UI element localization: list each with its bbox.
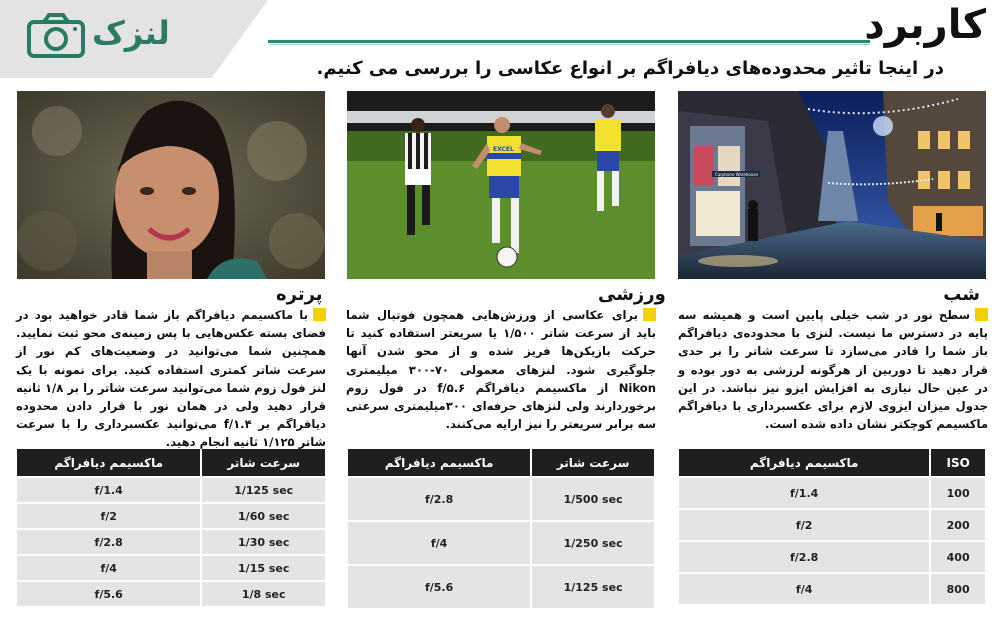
table-cell: f/4 <box>679 574 929 604</box>
table-row <box>348 478 654 520</box>
table-cell: f/2.8 <box>17 530 200 554</box>
portrait-title: پرتره <box>276 284 323 305</box>
night-paragraph: سطح نور در شب خیلی پایین است و همیشه سه پایه در دسترس ما نیست. لنزی با محدوده‌ی دیافراگم باز شما را قادر می‌سازد تا سرعت شاتر را بر حدی قرار دهید تا دوربین از هرگونه لرزشی به دور بوده و در عین حال نیازی به افزایش ایزو نیز نباشد. در این جدول میزان ایزوی لازم برای عکسبرداری با دیافراگم ماکسیمم کوچکتر نشان داده شده است. <box>678 308 988 432</box>
table-row <box>679 542 985 572</box>
table-row <box>679 574 985 604</box>
sports-text <box>346 306 656 433</box>
table-cell: 1/60 sec <box>202 504 325 528</box>
page-title: کاربرد <box>864 2 986 48</box>
table-header-aperture: ماکسیمم دیافراگم <box>348 449 530 476</box>
table-header-shutter: سرعت شاتر <box>532 449 654 476</box>
table-header-shutter: سرعت شاتر <box>202 449 325 476</box>
portrait-paragraph: با ماکسیمم دیافراگم باز شما قادر خواهید بود در فضای بسته عکس‌هایی با پس زمینه‌ی محو ثبت نمایید. همچنین شما می‌توانید در وضعیت‌های کم نور از سرعت شاتر کمتری استفاده کنید. برای نمونه با یک لنز فول زوم شما می‌توانید سرعت شاتر را بر ۱/۸ ثانیه قرار دهید ولی در همان نور با قرار دادن محدوده دیافراگم بر f/۱.۴ می‌توانید عکسبرداری را با سرعت شاتر ۱/۱۲۵ ثانیه انجام دهید. <box>16 308 327 450</box>
table-row <box>17 530 325 554</box>
brand-logo-text: لنزک <box>92 14 170 52</box>
table-cell: 1/8 sec <box>202 582 325 606</box>
header-rule <box>268 40 870 43</box>
table-header-aperture: ماکسیمم دیافراگم <box>679 449 929 476</box>
camera-icon <box>26 12 86 60</box>
table-cell: 800 <box>931 574 985 604</box>
table-cell: f/5.6 <box>348 566 530 608</box>
table-cell: 1/125 sec <box>532 566 654 608</box>
portrait-text <box>16 306 326 452</box>
intro-text: در اینجا تاثیر محدوده‌های دیافراگم بر انواع عکاسی را بررسی می کنیم. <box>316 58 944 79</box>
table-cell: 1/30 sec <box>202 530 325 554</box>
bullet-marker <box>313 308 326 321</box>
table-cell: f/2.8 <box>348 478 530 520</box>
table-row <box>17 478 325 502</box>
table-cell: 200 <box>931 510 985 540</box>
table-header-iso: ISO <box>931 449 985 476</box>
table-header-aperture: ماکسیمم دیافراگم <box>17 449 200 476</box>
night-street-photo <box>678 91 986 279</box>
table-row <box>17 504 325 528</box>
table-cell: 400 <box>931 542 985 572</box>
table-cell: f/5.6 <box>17 582 200 606</box>
carphone-sign: Carphone Warehouse <box>715 172 758 177</box>
night-title: شب <box>943 284 980 305</box>
table-cell: f/2 <box>679 510 929 540</box>
table-row <box>348 566 654 608</box>
sports-table <box>346 447 656 610</box>
header-rule-thin <box>270 44 870 45</box>
table-cell: 1/125 sec <box>202 478 325 502</box>
table-row <box>348 522 654 564</box>
bullet-marker <box>975 308 988 321</box>
table-cell: 100 <box>931 478 985 508</box>
table-row <box>679 478 985 508</box>
night-text <box>678 306 988 433</box>
table-row <box>17 582 325 606</box>
sports-title: ورزشی <box>598 284 666 305</box>
table-row <box>17 556 325 580</box>
portrait-table <box>15 447 327 608</box>
table-cell: f/2 <box>17 504 200 528</box>
table-cell: f/1.4 <box>17 478 200 502</box>
sports-paragraph: برای عکاسی از ورزش‌هایی همچون فوتبال شما باید از سرعت شاتر ۱/۵۰۰ یا سریعتر استفاده کنید تا حرکت بازیکن‌ها فریز شده و از محو شدن آنها جلوگیری شود. لنزهای معمولی ۷۰-۳۰۰ میلیمتری Nikon از ماکسیمم دیافراگم f/۵.۶ در فول زوم برخوردارند ولی لنزهای حرفه‌ای ۳۰۰میلیمتری سرعتی سه برابر سریعتر را نیز ارایه می‌کنند. <box>346 308 656 432</box>
night-table <box>677 447 987 606</box>
jersey-text: EXCEL <box>493 146 514 153</box>
table-cell: f/4 <box>348 522 530 564</box>
table-cell: f/4 <box>17 556 200 580</box>
bullet-marker <box>643 308 656 321</box>
table-cell: 1/250 sec <box>532 522 654 564</box>
football-photo <box>347 91 655 279</box>
table-cell: f/1.4 <box>679 478 929 508</box>
table-cell: f/2.8 <box>679 542 929 572</box>
portrait-photo <box>17 91 325 279</box>
table-cell: 1/15 sec <box>202 556 325 580</box>
table-row <box>679 510 985 540</box>
table-cell: 1/500 sec <box>532 478 654 520</box>
